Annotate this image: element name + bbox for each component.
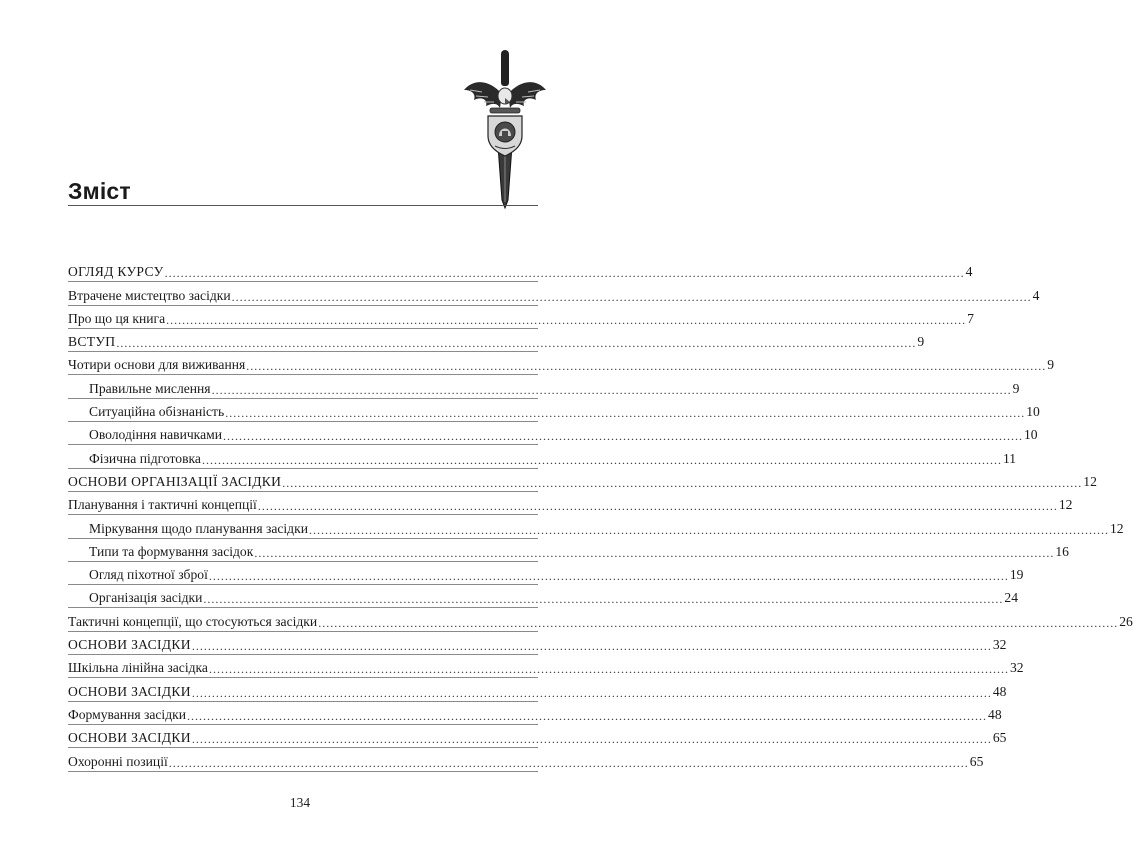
toc-dot-leader: ........................................................................................................................................................................................................ bbox=[191, 732, 992, 747]
toc-entry-page: 9 bbox=[917, 334, 925, 350]
toc-dot-leader: ........................................................................................................................................................................................................ bbox=[164, 266, 965, 281]
toc-dot-leader: ........................................................................................................................................................................................................ bbox=[257, 499, 1058, 514]
toc-entry-page: 9 bbox=[1012, 380, 1020, 396]
toc-entry-title: Оволодіння навичками bbox=[89, 427, 222, 443]
toc-entry-title: Правильне мислення bbox=[89, 380, 211, 396]
toc-dot-leader: ........................................................................................................................................................................................................ bbox=[282, 475, 1083, 490]
toc-entry[interactable] bbox=[68, 469, 1097, 492]
toc-entry-title: Шкільна лінійна засідка bbox=[68, 660, 208, 676]
toc-entry-page: 9 bbox=[1047, 357, 1055, 373]
toc-entry[interactable] bbox=[68, 725, 1007, 748]
toc-entry[interactable] bbox=[68, 655, 1024, 678]
toc-entry[interactable] bbox=[68, 678, 1007, 701]
toc-entry-page: 4 bbox=[1032, 287, 1040, 303]
toc-entry[interactable] bbox=[68, 748, 984, 771]
toc-entry-title: Організація засідки bbox=[89, 590, 203, 606]
toc-entry-title: ОСНОВИ ЗАСІДКИ bbox=[68, 637, 191, 653]
toc-dot-leader: ........................................................................................................................................................................................................ bbox=[208, 662, 1009, 677]
toc-dot-leader: ........................................................................................................................................................................................................ bbox=[211, 382, 1012, 397]
toc-entry-page: 48 bbox=[988, 706, 1002, 722]
toc-entry-page: 19 bbox=[1009, 567, 1024, 583]
toc-entry[interactable] bbox=[68, 515, 1124, 538]
toc-entry-page: 65 bbox=[969, 753, 984, 769]
toc-entry-page: 12 bbox=[1109, 520, 1124, 536]
toc-entry-title: Про що ця книга bbox=[68, 310, 166, 326]
toc-entry-title: Огляд піхотної зброї bbox=[89, 567, 208, 583]
toc-entry-title: Охоронні позиції bbox=[68, 753, 168, 769]
toc-dot-leader: ........................................................................................................................................................................................................ bbox=[201, 452, 1002, 467]
toc-entry-title: Типи та формування засідок bbox=[89, 543, 254, 559]
toc-entry-title: Міркування щодо планування засідки bbox=[89, 520, 308, 536]
toc-entry-page: 32 bbox=[992, 637, 1007, 653]
toc-entry-page: 24 bbox=[1004, 590, 1018, 606]
toc-entry[interactable] bbox=[68, 352, 1055, 375]
toc-entry[interactable] bbox=[68, 282, 1040, 305]
toc-entry-page: 10 bbox=[1024, 427, 1038, 443]
toc-entry[interactable] bbox=[68, 632, 1007, 655]
toc-entry-page: 12 bbox=[1058, 497, 1073, 513]
toc-entry[interactable] bbox=[68, 306, 974, 329]
toc-dot-leader: ........................................................................................................................................................................................................ bbox=[191, 639, 992, 654]
toc-dot-leader: ........................................................................................................................................................................................................ bbox=[187, 708, 988, 723]
toc-dot-leader: ........................................................................................................................................................................................................ bbox=[191, 685, 992, 700]
toc-dot-leader: ........................................................................................................................................................................................................ bbox=[208, 569, 1009, 584]
toc-dot-leader: ........................................................................................................................................................................................................ bbox=[203, 592, 1004, 607]
toc-dot-leader: ........................................................................................................................................................................................................ bbox=[225, 406, 1026, 421]
toc-entry-page: 11 bbox=[1002, 450, 1017, 466]
toc-entry-title: Планування і тактичні концепції bbox=[68, 497, 257, 513]
toc-dot-leader: ........................................................................................................................................................................................................ bbox=[318, 615, 1119, 630]
toc-dot-leader: ........................................................................................................................................................................................................ bbox=[246, 359, 1047, 374]
toc-entry-page: 10 bbox=[1026, 404, 1040, 420]
toc-entry[interactable] bbox=[68, 492, 1073, 515]
toc-entry-title: Ситуаційна обізнаність bbox=[89, 404, 225, 420]
toc-dot-leader: ........................................................................................................................................................................................................ bbox=[223, 429, 1023, 444]
toc-entry-title: Чотири основи для виживання bbox=[68, 357, 246, 373]
toc-entry-page: 26 bbox=[1119, 613, 1133, 629]
toc-dot-leader: ........................................................................................................................................................................................................ bbox=[166, 312, 967, 327]
toc-entry-title: ОСНОВИ ОРГАНІЗАЦІЇ ЗАСІДКИ bbox=[68, 473, 282, 489]
toc-entry-page: 32 bbox=[1009, 660, 1024, 676]
toc-dot-leader: ........................................................................................................................................................................................................ bbox=[254, 545, 1055, 560]
toc-entry-title: Втрачене мистецтво засідки bbox=[68, 287, 231, 303]
toc-entry[interactable] bbox=[68, 539, 1069, 562]
toc-entry-title: Фізична підготовка bbox=[89, 450, 201, 466]
toc-dot-leader: ........................................................................................................................................................................................................ bbox=[116, 336, 917, 351]
toc-entry[interactable] bbox=[68, 399, 1040, 422]
toc-entry[interactable] bbox=[68, 259, 973, 282]
toc-entry-title: ВСТУП bbox=[68, 334, 116, 350]
page-number: 134 bbox=[289, 795, 311, 810]
toc-entry-title: ОГЛЯД КУРСУ bbox=[68, 264, 164, 280]
toc-entry[interactable] bbox=[68, 445, 1017, 468]
toc-entry-page: 4 bbox=[965, 264, 973, 280]
toc-entry[interactable] bbox=[68, 562, 1024, 585]
toc-entry-title: Тактичні концепції, що стосуються засідки bbox=[68, 613, 318, 629]
toc-entry-title: ОСНОВИ ЗАСІДКИ bbox=[68, 730, 191, 746]
toc-entry-page: 65 bbox=[992, 730, 1007, 746]
page-heading: Зміст bbox=[68, 178, 131, 204]
toc-entry-title: Формування засідки bbox=[68, 706, 187, 722]
table-of-contents bbox=[68, 259, 1133, 772]
toc-dot-leader: ........................................................................................................................................................................................................ bbox=[168, 755, 969, 770]
toc-entry-page: 7 bbox=[967, 310, 974, 326]
toc-entry[interactable] bbox=[68, 702, 1002, 725]
toc-dot-leader: ........................................................................................................................................................................................................ bbox=[308, 522, 1109, 537]
heading-rule bbox=[68, 205, 538, 206]
toc-entry-title: ОСНОВИ ЗАСІДКИ bbox=[68, 683, 191, 699]
toc-dot-leader: ........................................................................................................................................................................................................ bbox=[231, 289, 1032, 304]
toc-entry-page: 16 bbox=[1055, 543, 1069, 559]
toc-entry[interactable] bbox=[68, 608, 1133, 631]
toc-entry[interactable] bbox=[68, 329, 925, 352]
sword-eagle-emblem bbox=[462, 50, 548, 210]
toc-entry-page: 12 bbox=[1083, 473, 1097, 489]
toc-entry[interactable] bbox=[68, 585, 1018, 608]
toc-entry-page: 48 bbox=[992, 683, 1007, 699]
toc-entry[interactable] bbox=[68, 422, 1038, 445]
toc-entry[interactable] bbox=[68, 375, 1020, 398]
